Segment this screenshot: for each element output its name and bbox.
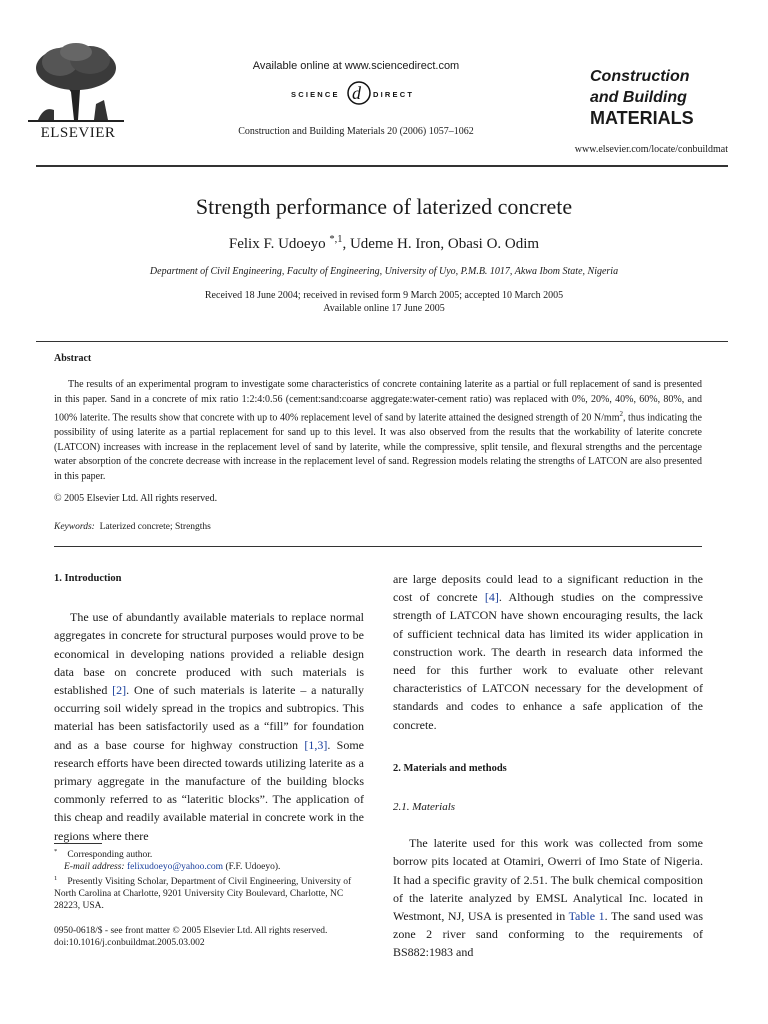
keywords-list: Laterized concrete; Strengths [99,522,211,532]
sd-logo-right: DIRECT [373,90,415,99]
keywords-rule [54,546,702,547]
citation-ref-4[interactable]: [4] [484,590,499,605]
sd-logo-left: SCIENCE [291,90,340,99]
received-dates: Received 18 June 2004; received in revised form 9 March 2005; accepted 10 March 2005 [204,290,564,301]
right-text-a: are large deposits could lead to a significant reduction in the cost of concrete [393,572,703,605]
article-dates [0,289,768,315]
abstract-body [54,378,702,484]
intro-paragraph [54,608,364,845]
footnote-email [54,862,364,874]
svg-text:d: d [352,83,361,103]
journal-name-line3: MATERIALS [590,108,694,128]
author-email-link[interactable]: felixudoeyo@yahoo.com [126,861,224,872]
abstract-copyright: © 2005 Elsevier Ltd. All rights reserved. [54,493,218,504]
intro-text-a: The use of abundantly available materials to replace normal aggregates in concrete for structural purposes would prove to be economical in developing nations provided a reliable design data base on concrete produced with such materials is established [54,610,364,698]
abstract-heading: Abstract [54,353,92,364]
journal-name [590,66,730,129]
elsevier-wordmark: ELSEVIER [40,125,116,141]
available-date: Available online 17 June 2005 [323,303,445,314]
footnote-corresponding [54,846,364,862]
footnote-1 [54,873,364,912]
abstract-top-rule [36,341,728,342]
intro-text-b: . One of such materials is laterite – a naturally occurring soil widely spread in the tropics and subtropics. This material has been satisfactorily used as a “fill” for foundation and as a base course for highway construction [54,683,364,752]
materials-text-a: The laterite used for this work was collected from some borrow pits located at Otamiri, Owerri of Imo State of Nigeria. It had a specific gravity of 2.51. The bulk chemical composition of the laterite analyzed by EMSL Analytical Inc. located in Westmont, NJ, USA is presented in [393,836,703,924]
materials-text-b: . The sand used was zone 2 river sand conforming to the requirements of BS882:1983 and [393,909,703,960]
right-text-b: . Although studies on the compressive strength of LATCON have shown encouraging results, the lack of sufficient technical data has limited its wider application in construction work. The dearth in research data informed the need for this further work to evaluate other relevant characteristics of LATCON necessary for the development of standards and codes to enhance a safe application of the concrete. [393,590,703,732]
subsection-heading-materials: 2.1. Materials [393,801,456,814]
elsevier-tree-emblem [24,40,128,124]
journal-url[interactable]: www.elsevier.com/locate/conbuildmat [574,144,728,155]
left-column [54,570,364,845]
sciencedirect-logo [287,80,435,106]
footnote-star-mark: * [54,848,58,855]
issn-line: 0950-0618/$ - see front matter © 2005 Elsevier Ltd. All rights reserved. [54,926,328,936]
intro-continuation [393,570,703,734]
citation-ref-1-3[interactable]: [1,3] [304,737,328,752]
header-rule [36,165,728,167]
journal-citation: Construction and Building Materials 20 (2006) 1057–1062 [238,126,474,137]
abstract-text-b: , thus indicating the possibility of using laterite as a partial replacement for sand up to this level. It was also observed from the results that the workability of laterite concrete (LATCON) increases with increase in the replacement level of sand by laterite, while the compressive, split tensile, and flexural strengths and the percentage water absorption of the concrete decrease with increase in the replacement level of sand. Regression models relating the strengths of LATCON are also presented in this paper. [54,412,702,482]
paper-title: Strength performance of laterized concrete [195,194,573,219]
table-1-link[interactable]: Table 1 [568,909,605,924]
author-others: , Udeme H. Iron, Obasi O. Odim [342,236,540,252]
author-udoeyo: Felix F. Udoeyo [228,236,326,252]
section-heading-introduction: 1. Introduction [54,573,122,584]
affiliation: Department of Civil Engineering, Faculty of Engineering, University of Uyo, P.M.B. 1017, Akwa Ibom State, Nigeria [149,266,619,277]
email-suffix: (F.F. Udoeyo). [223,861,281,872]
author-marks[interactable]: *,1 [329,234,343,245]
keywords-label: Keywords: [54,522,95,532]
footnote-rule [54,843,102,844]
journal-name-line1: Construction [590,68,690,85]
abstract-text-a: The results of an experimental program to investigate some characteristics of concrete containing laterite as a partial or full replacement of sand is presented in this paper. Sand in a concrete of mix ratio 1:2:4:0.56 (cement:sand:coarse aggregate:water-cement ratio) was replaced with 0%, 20%, 40%, 60%, 80%, and 100% laterite. The results show that concrete with up to 40% replacement level of sand by laterite attained the designed strength of 20 N/mm [54,379,702,424]
bottom-info [54,925,327,949]
section-heading-materials-methods: 2. Materials and methods [393,762,507,774]
doi-line[interactable]: doi:10.1016/j.conbuildmat.2005.03.002 [54,938,205,948]
citation-ref-2[interactable]: [2] [112,683,127,698]
footnote-1-text: Presently Visiting Scholar, Department of Civil Engineering, University of North Carolina at Charlotte, 9201 University City Boulevard, Charlotte, NC 28223, USA. [54,877,352,911]
right-column [393,570,703,962]
corresponding-author-label: Corresponding author. [67,850,153,861]
elsevier-logo [24,40,132,140]
footnote-1-mark: 1 [54,875,58,883]
intro-text-c: . Some research efforts have been directed towards utilizing laterite as a primary aggregate in the manufacture of the building blocks commonly referred to as “lateritic blocks”. The application of this cheap and readily available material in concrete work in the regions where there [54,737,364,843]
email-label: E-mail address: [64,861,125,872]
journal-name-line2: and Building [590,89,687,106]
abstract-superscript: 2 [619,410,623,419]
available-online-line: Available online at www.sciencedirect.com [252,60,460,72]
materials-paragraph [393,834,703,961]
footnotes [54,846,364,912]
keywords [54,522,211,532]
author-list [0,234,768,253]
